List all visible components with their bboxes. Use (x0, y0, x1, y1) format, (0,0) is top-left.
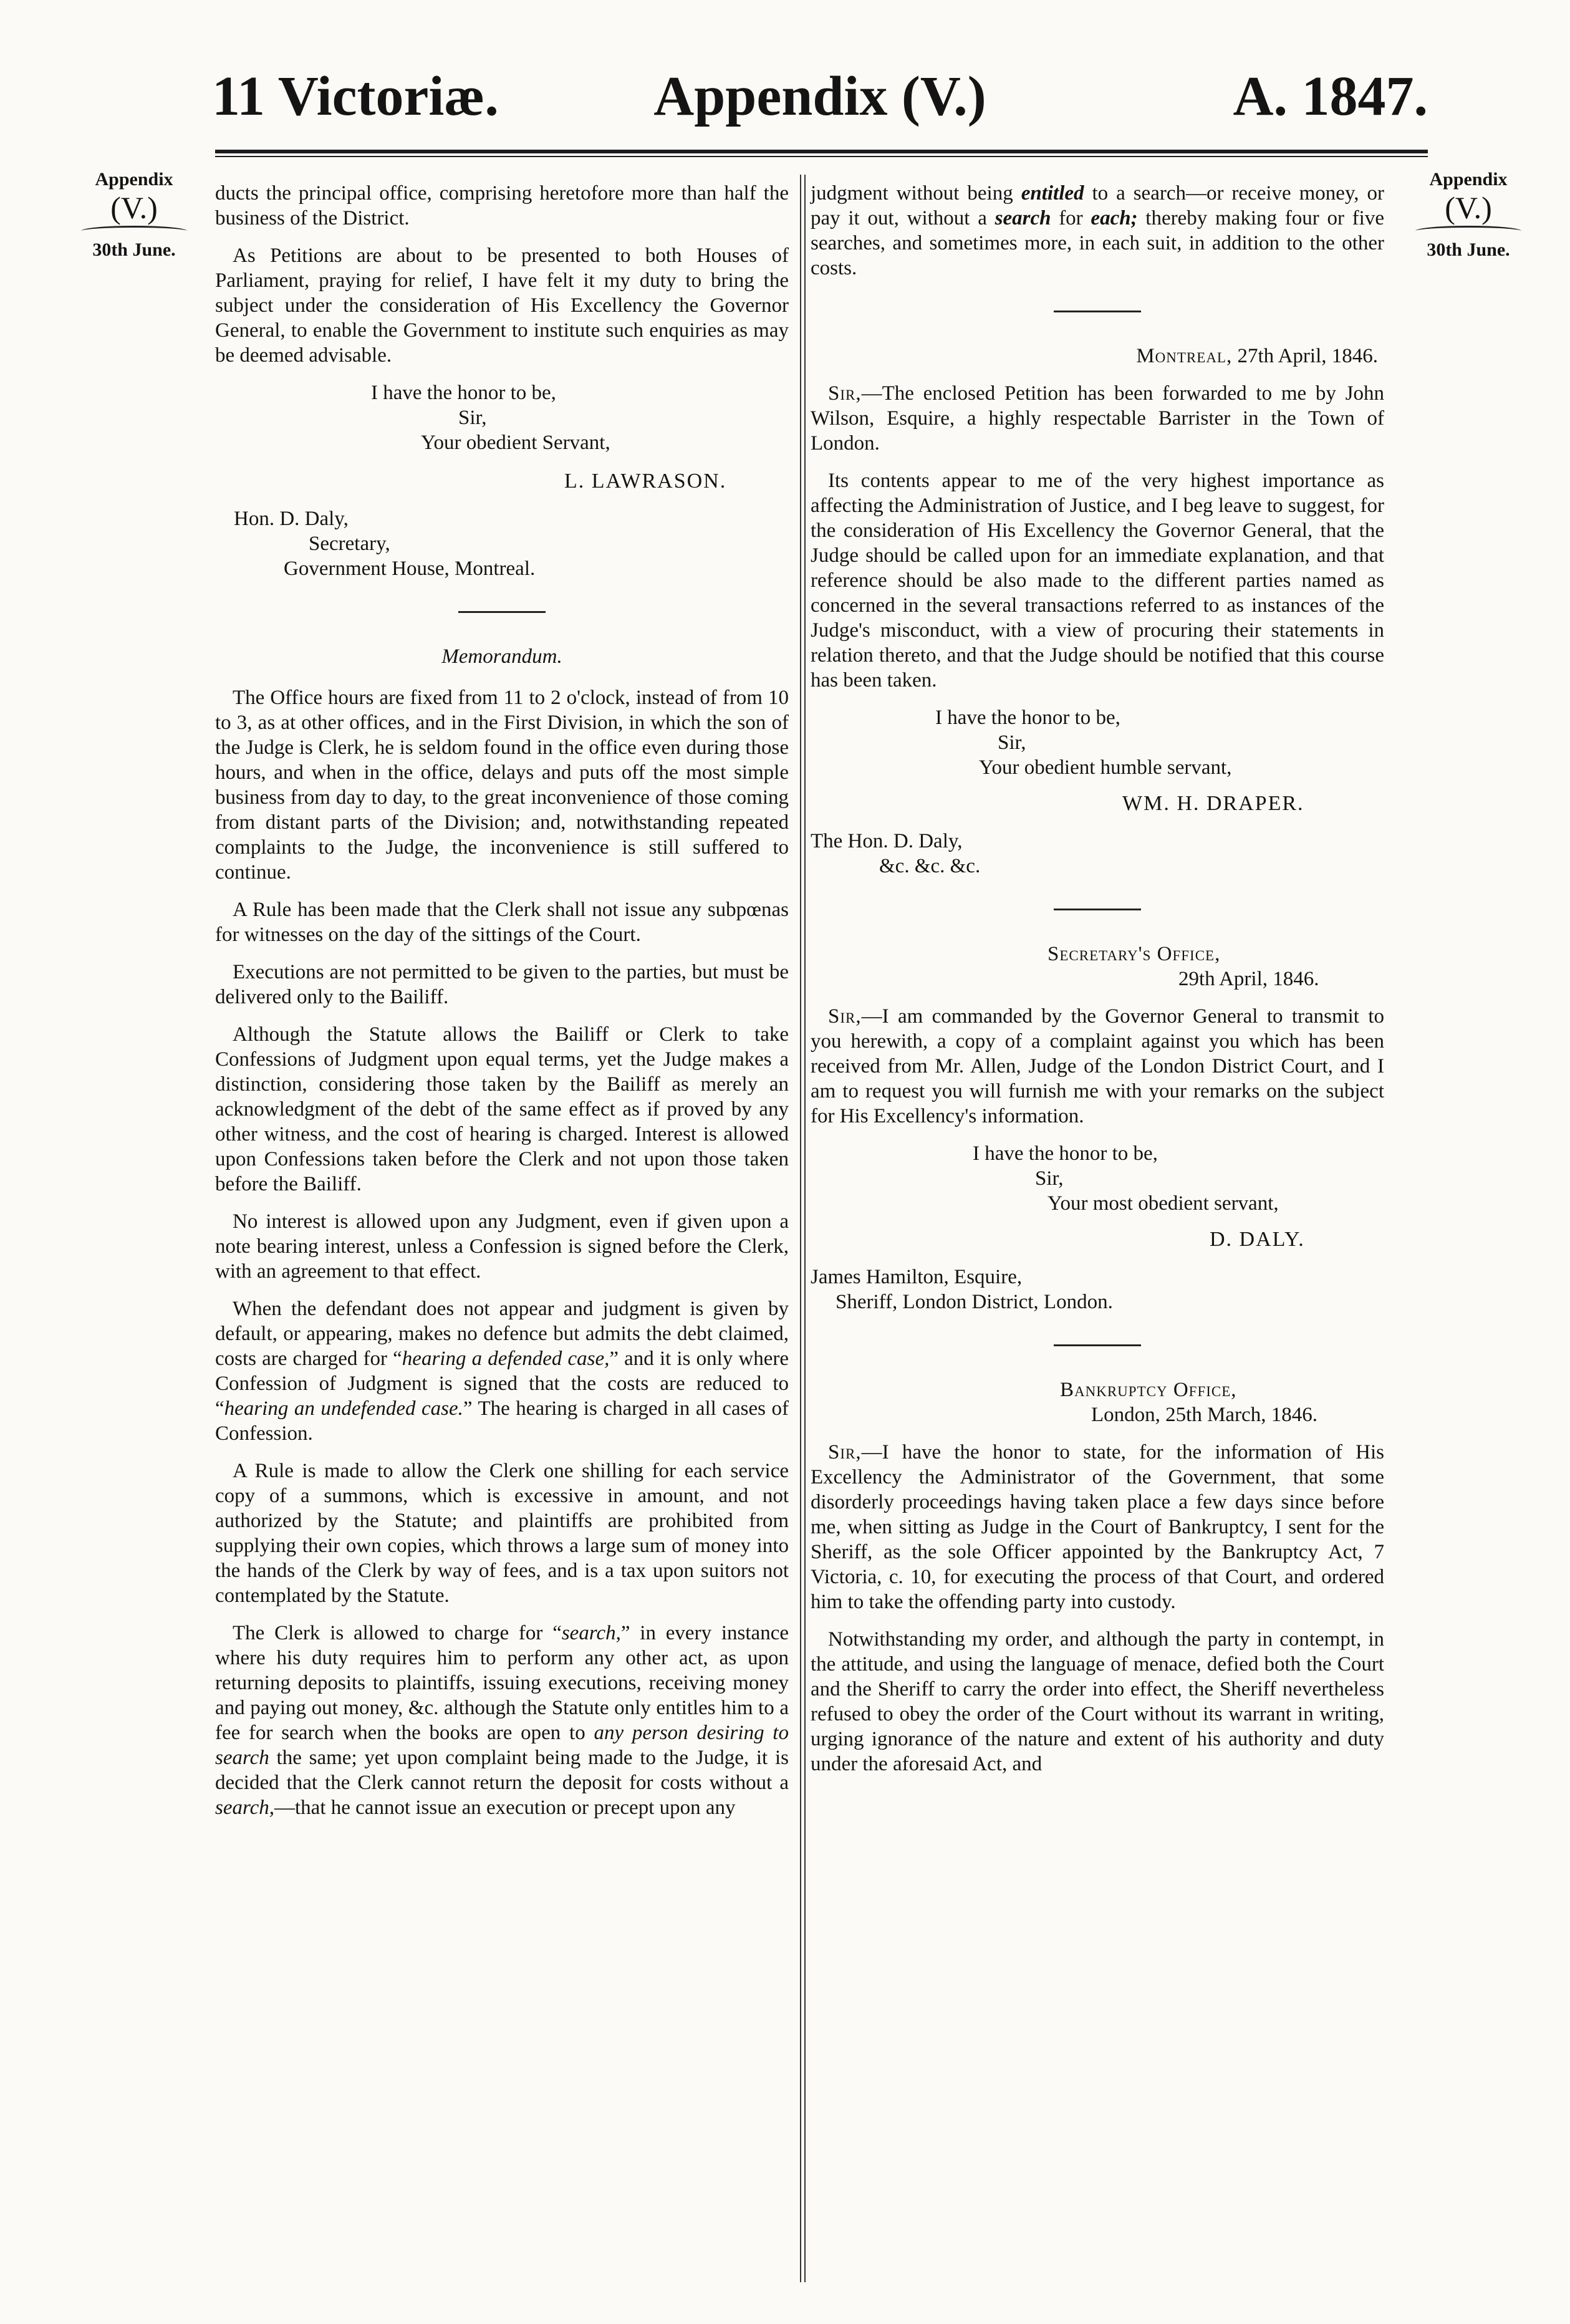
text-run-italic: search (994, 207, 1051, 229)
paragraph: The Office hours are fixed from 11 to 2 o'clock, instead of from 10 to 3, as at other offices, and in the First Division, in which the son of the Judge is Clerk, he is seldom found in the office even during those hours, and when in the office, delays and puts off the most simple business from day to day, to the great inconvenience of those coming from distant parts of the Division; and, notwithstanding repeated complaints to the Judge, the inconvenience is still suffered to continue. (215, 687, 789, 884)
section-rule (458, 611, 546, 613)
text-run-italic: hearing an undefended case. (224, 1397, 463, 1420)
text-run: —I am commanded by the Governor General to transmit to you herewith, a copy of a complaint against you which has been received from Mr. Allen, Judge of the London District Court, and I am to request you will furnish me with your remarks on the subject for His Excellency's information. (811, 1005, 1384, 1127)
address-line: James Hamilton, Esquire, (811, 1266, 1023, 1288)
text-run-italic: hearing a defended case, (402, 1348, 610, 1370)
letter-place: Bankruptcy Office, (1060, 1379, 1237, 1401)
column-divider (800, 175, 801, 2282)
address-line: Secretary, (309, 533, 390, 555)
letter-address (811, 829, 1384, 879)
text-run-italic: search, (215, 1796, 275, 1819)
margin-brace (81, 226, 187, 236)
margin-note-date: 30th June. (1427, 239, 1510, 260)
closing-line: Your obedient humble servant, (979, 756, 1232, 779)
address-line: Government House, Montreal. (284, 557, 536, 580)
page-header (212, 59, 1428, 134)
address-line: Sheriff, London District, London. (836, 1291, 1113, 1313)
paragraph: No interest is allowed upon any Judgment, even if given upon a note bearing interest, unless a Confession is signed before the Clerk, with an agreement to that effect. (215, 1210, 789, 1283)
closing-line: Your most obedient servant, (1047, 1192, 1279, 1215)
column-divider-inner (804, 175, 806, 2282)
memorandum-title: Memorandum. (441, 645, 562, 668)
letter-place: Secretary's Office, (1047, 943, 1221, 965)
paragraph: Although the Statute allows the Bailiff or Clerk to take Confessions of Judgment upon equal terms, yet the Judge makes a distinction, considering those taken by the Bailiff as merely an acknowledgment of the debt of the same effect as if proved by any other witness, and the cost of hearing is charged. Interest is allowed upon Confessions taken before the Clerk and not upon those taken before the Bailiff. (215, 1023, 789, 1195)
paragraph (811, 181, 1384, 281)
paragraph (811, 1440, 1384, 1614)
letter-dateline (811, 942, 1384, 991)
letter-date: 29th April, 1846. (1178, 968, 1319, 990)
address-line: Hon. D. Daly, (234, 508, 349, 530)
paragraph (811, 381, 1384, 456)
letter-place: Montreal, (1136, 345, 1233, 367)
header-rule-thin (215, 156, 1428, 157)
closing-line: I have the honor to be, (371, 382, 556, 404)
margin-note-number: (V.) (110, 190, 158, 225)
margin-note-number: (V.) (1445, 190, 1492, 225)
text-run: thereby making four or five searches, and sometimes more, in each suit, in addition to the other costs. (811, 207, 1384, 279)
left-column (215, 181, 789, 1833)
margin-brace (1415, 226, 1521, 236)
signature: L. LAWRASON. (564, 470, 727, 493)
paragraph: A Rule has been made that the Clerk shall not issue any subpœnas for witnesses on the day of the sittings of the Court. (215, 899, 789, 946)
text-run-italic: any person desiring to search (215, 1722, 789, 1769)
letter-date: 27th April, 1846. (1232, 345, 1378, 367)
letter-dateline (811, 344, 1384, 369)
header-appendix: Appendix (V.) (653, 65, 986, 127)
text-run: ” The hearing is charged in all cases of Confession. (215, 1397, 789, 1445)
section-rule (1054, 1344, 1141, 1346)
closing-line: I have the honor to be, (935, 706, 1120, 729)
text-run: —I have the honor to state, for the information of His Excellency the Administrator of the Government, that some disorderly proceedings having taken place a few days since before me, when sitting as Judge in the Court of Bankruptcy, I sent for the Sheriff, as the sole Officer appointed by the Bankruptcy Act, 7 Victoria, c. 10, for executing the process of that Court, and ordered him to take the offending party into custody. (811, 1441, 1384, 1613)
letter-address (811, 1265, 1384, 1314)
letter-date: London, 25th March, 1846. (1091, 1404, 1317, 1426)
margin-note-left (75, 168, 193, 261)
margin-note-label: Appendix (95, 169, 173, 190)
salutation: Sir, (828, 1005, 862, 1028)
text-run: ” and it is only where Confession of Judgment is signed that the costs are reduced to “ (215, 1348, 789, 1420)
text-run: to a search—or receive money, or pay it out, without a (811, 182, 1384, 229)
right-column (811, 181, 1384, 1789)
text-run-italic: entitled (1021, 182, 1084, 205)
paragraph: Notwithstanding my order, and although the party in contempt, in the attitude, and using the language of menace, defied both the Court and the Sheriff to carry the order into effect, the Sheriff nevertheless refused to obey the order of the Court without its warrant in writing, urging ignorance of the nature and extent of his authority and duty under the aforesaid Act, and (811, 1628, 1384, 1775)
letter-closing (811, 1141, 1384, 1252)
margin-note-label: Appendix (1429, 169, 1508, 190)
text-run-italic: search, (561, 1622, 621, 1644)
letter-closing (811, 705, 1384, 816)
margin-note-date: 30th June. (92, 239, 176, 260)
text-run: When the defendant does not appear and judgment is given by default, or appearing, makes no defence but admits the debt claimed, costs are charged for “ (215, 1298, 789, 1370)
signature: D. DALY. (1210, 1228, 1305, 1251)
paragraph: A Rule is made to allow the Clerk one shilling for each service copy of a summons, which is excessive in amount, and not authorized by the Statute; and plaintiffs are prohibited from supplying their own copies, which throws a large sum of money into the hands of the Clerk by way of fees, and is a tax upon suitors not contemplated by the Statute. (215, 1460, 789, 1607)
closing-line: I have the honor to be, (973, 1142, 1158, 1165)
signature: WM. H. DRAPER. (1122, 792, 1304, 815)
text-run: for (1051, 207, 1091, 229)
salutation: Sir, (828, 1441, 862, 1463)
closing-line: Your obedient Servant, (421, 432, 610, 454)
paragraph (811, 1004, 1384, 1129)
header-year: A. 1847. (1233, 65, 1428, 127)
paragraph: As Petitions are about to be presented to both Houses of Parliament, praying for relief, I have felt it my duty to bring the subject under the consideration of His Excellency the Governor General, to enable the Government to institute such enquiries as may be deemed advisable. (215, 244, 789, 367)
letter-address (215, 506, 789, 581)
letter-dateline (811, 1377, 1384, 1427)
letter-closing (215, 380, 789, 494)
header-session: 11 Victoriæ. (212, 65, 499, 127)
paragraph (215, 1621, 789, 1820)
paragraph: Executions are not permitted to be given to the parties, but must be delivered only to the Bailiff. (215, 961, 789, 1008)
paragraph: ducts the principal office, comprising heretofore more than half the business of the District. (215, 182, 789, 229)
text-run: —The enclosed Petition has been forwarded to me by John Wilson, Esquire, a highly respectable Barrister in the Town of London. (811, 382, 1384, 455)
paragraph: Its contents appear to me of the very highest importance as affecting the Administration of Justice, and I beg leave to suggest, for the consideration of His Excellency the Governor General, that the Judge should be called upon for an immediate explanation, and that reference should be also made to the different parties named as concerned in the several transactions referred to as instances of the Judge's misconduct, with a view of procuring their statements in relation thereto, and that the Judge should be notified that this course has been taken. (811, 470, 1384, 692)
paragraph (215, 1296, 789, 1446)
address-line: The Hon. D. Daly, (811, 830, 963, 852)
closing-line: Sir, (1035, 1167, 1064, 1190)
text-run-italic: each; (1091, 207, 1138, 229)
text-run: —that he cannot issue an execution or precept upon any (274, 1796, 736, 1819)
closing-line: Sir, (458, 407, 487, 429)
salutation: Sir, (828, 382, 862, 405)
header-rule (215, 150, 1428, 153)
text-run: the same; yet upon complaint being made to the Judge, it is decided that the Clerk cannot return the deposit for costs without a (215, 1747, 789, 1794)
text-run: ” in every instance where his duty requires him to perform any other act, as upon returning deposits to plaintiffs, issuing executions, receiving money and paying out money, &c. although the Statute only entitles him to a fee for search when the books are open to (215, 1622, 789, 1744)
section-rule (1054, 311, 1141, 312)
text-run: The Clerk is allowed to charge for “ (233, 1622, 562, 1644)
text-run: judgment without being (811, 182, 1021, 205)
closing-line: Sir, (998, 731, 1026, 754)
section-rule (1054, 909, 1141, 910)
address-line: &c. &c. &c. (879, 855, 981, 877)
margin-note-right (1409, 168, 1528, 261)
